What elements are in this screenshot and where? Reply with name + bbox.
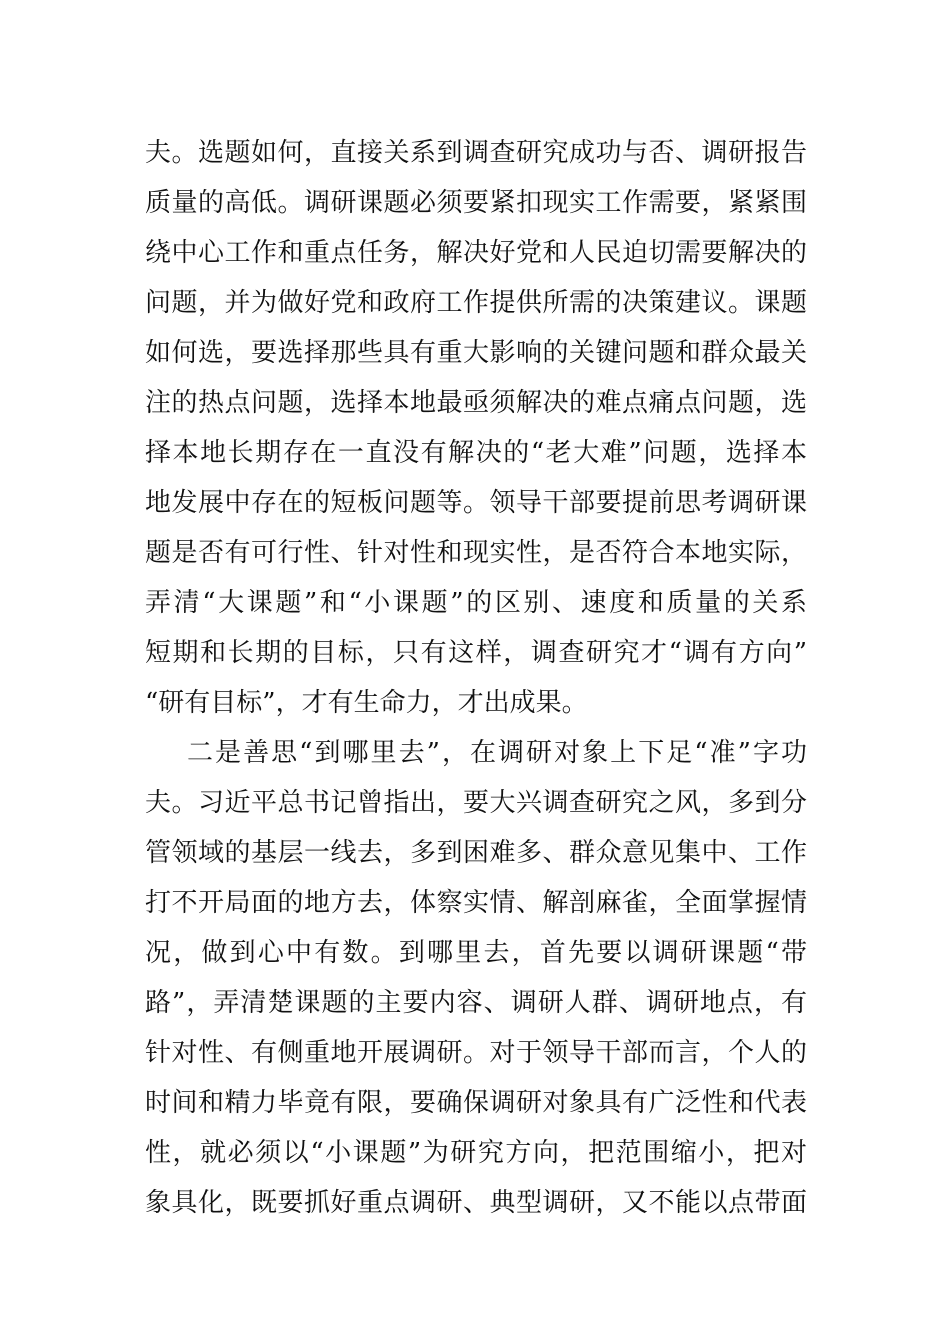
paragraph-line: 夫。习近平总书记曾指出，要大兴调查研究之风，多到分	[145, 788, 807, 818]
paragraph-line: 择本地长期存在一直没有解决的“老大难”问题，选择本	[145, 438, 807, 468]
paragraph-line: 如何选，要选择那些具有重大影响的关键问题和群众最关	[145, 338, 807, 368]
paragraph-line: 质量的高低。调研课题必须要紧扣现实工作需要，紧紧围	[145, 188, 807, 218]
paragraph-2	[145, 728, 807, 1228]
paragraph-line: “研有目标”，才有生命力，才出成果。	[145, 688, 588, 718]
paragraph-line: 注的热点问题，选择本地最亟须解决的难点痛点问题，选	[145, 388, 807, 418]
paragraph-line: 问题，并为做好党和政府工作提供所需的决策建议。课题	[145, 288, 807, 318]
document-body	[145, 128, 807, 1228]
paragraph-line: 题是否有可行性、针对性和现实性，是否符合本地实际，	[145, 538, 807, 568]
paragraph-line: 短期和长期的目标，只有这样，调查研究才“调有方向”	[145, 638, 807, 668]
paragraph-line: 打不开局面的地方去，体察实情、解剖麻雀，全面掌握情	[145, 888, 807, 918]
paragraph-line: 象具化，既要抓好重点调研、典型调研，又不能以点带面	[145, 1188, 807, 1218]
paragraph-line: 路”，弄清楚课题的主要内容、调研人群、调研地点，有	[145, 988, 807, 1018]
paragraph-line: 地发展中存在的短板问题等。领导干部要提前思考调研课	[145, 488, 807, 518]
paragraph-line: 性，就必须以“小课题”为研究方向，把范围缩小，把对	[145, 1138, 807, 1168]
paragraph-line: 管领域的基层一线去，多到困难多、群众意见集中、工作	[145, 838, 807, 868]
paragraph-1	[145, 128, 807, 728]
paragraph-line: 弄清“大课题”和“小课题”的区别、速度和质量的关系	[145, 588, 807, 618]
paragraph-line: 针对性、有侧重地开展调研。对于领导干部而言，个人的	[145, 1038, 807, 1068]
paragraph-line: 时间和精力毕竟有限，要确保调研对象具有广泛性和代表	[145, 1088, 807, 1118]
paragraph-line: 二是善思“到哪里去”，在调研对象上下足“准”字功	[187, 738, 807, 768]
paragraph-line: 夫。选题如何，直接关系到调查研究成功与否、调研报告	[145, 138, 807, 168]
paragraph-line: 绕中心工作和重点任务，解决好党和人民迫切需要解决的	[145, 238, 807, 268]
paragraph-line: 况，做到心中有数。到哪里去，首先要以调研课题“带	[145, 938, 807, 968]
